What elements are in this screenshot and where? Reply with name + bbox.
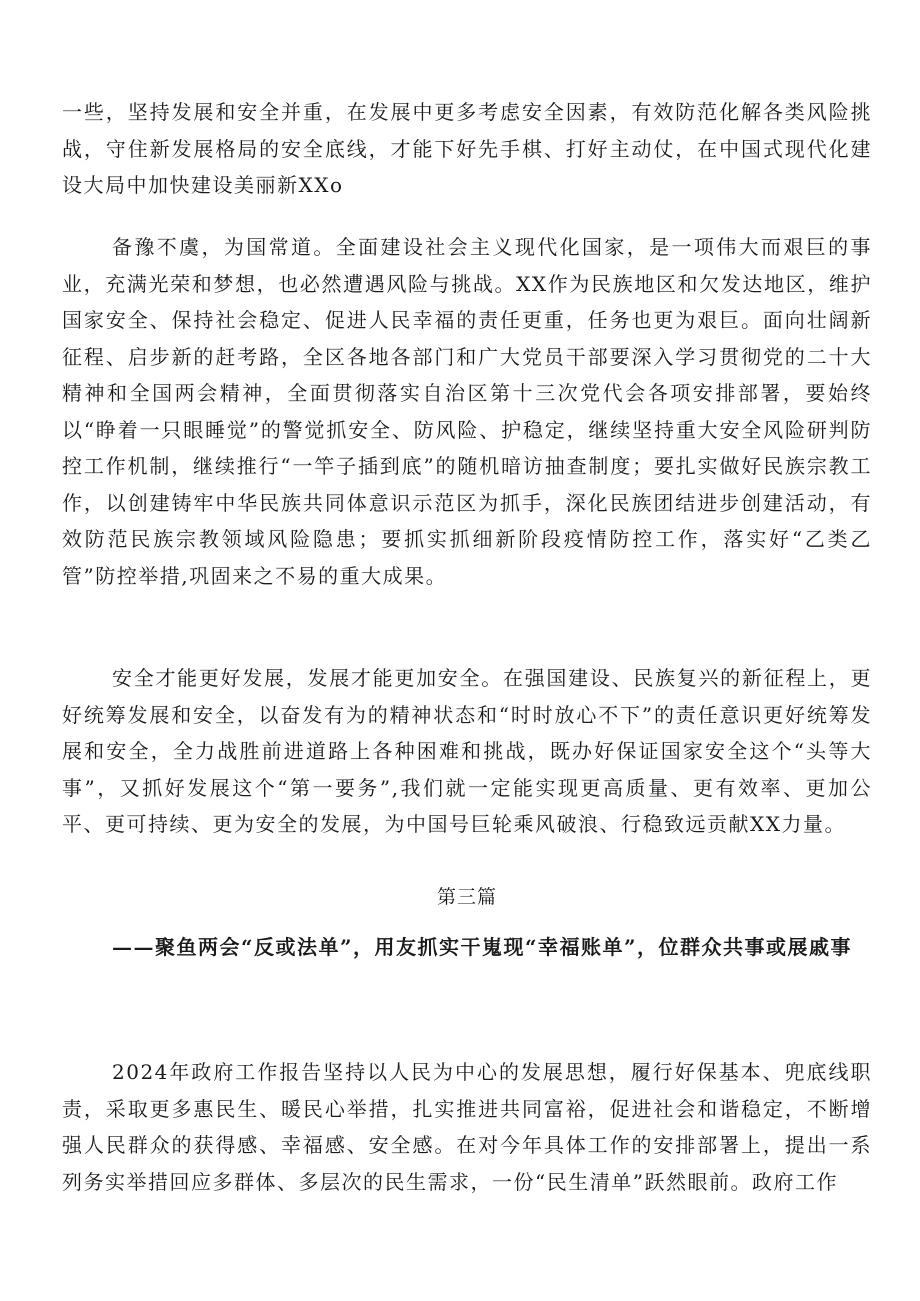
paragraph-2: 备豫不虞，为国常道。全面建设社会主义现代化国家，是一项伟大而艰巨的事业，充满光荣和梦想，也必然遭遇风险与挑战。XX作为民族地区和欠发达地区，维护国家安全、保持社会稳定、促进人民幸福的责任更重，任务也更为艰巨。面向壮阔新征程、启步新的赶考路，全区各地各部门和广大党员干部要深入学习贯彻党的二十大精神和全国两会精神，全面贯彻落实自治区第十三次党代会各项安排部署，要始终以“睁着一只眼睡觉”的警觉抓安全、防风险、护稳定，继续坚持重大安全风险研判防控工作机制，继续推行“一竿子插到底”的随机暗访抽查制度；要扎实做好民族宗教工作，以创建铸牢中华民族共同体意识示范区为抓手，深化民族团结进步创建活动，有效防范民族宗教领域风险隐患；要抓实抓细新阶段疫情防控工作，落实好“乙类乙管”防控举措,巩固来之不易的重大成果。 [62, 235, 872, 588]
paragraph-3: 安全才能更好发展，发展才能更加安全。在强国建设、民族复兴的新征程上，更好统筹发展和安全，以奋发有为的精神状态和“时时放心不下”的责任意识更好统筹发展和安全，全力战胜前进道路上各种困难和挑战，既办好保证国家安全这个“头等大事”，又抓好发展这个“第一要务”,我们就一定能实现更高质量、更有效率、更加公平、更可持续、更为安全的发展，为中国号巨轮乘风破浪、行稳致远贡献XX力量。 [62, 666, 872, 836]
paragraph-1: 一些，坚持发展和安全并重，在发展中更多考虑安全因素，有效防范化解各类风险挑战，守住新发展格局的安全底线，才能下好先手棋、打好主动仗，在中国式现代化建设大局中加快建设美丽新XXo [62, 100, 872, 197]
section-subtitle: ——聚鱼两会“反或法单”，用友抓实干嵬现“幸福账单”，位群众共事或展戚事 [112, 935, 853, 959]
paragraph-4: 2024年政府工作报告坚持以人民为中心的发展思想，履行好保基本、兜底线职责，采取更多惠民生、暖民心举措，扎实推进共同富裕，促进社会和谐稳定，不断增强人民群众的获得感、幸福感、安全感。在对今年具体工作的安排部署上，提出一系列务实举措回应多群体、多层次的民生需求，一份“民生清单”跃然眼前。政府工作 [62, 1060, 872, 1194]
section-title: 第三篇 [436, 886, 497, 908]
